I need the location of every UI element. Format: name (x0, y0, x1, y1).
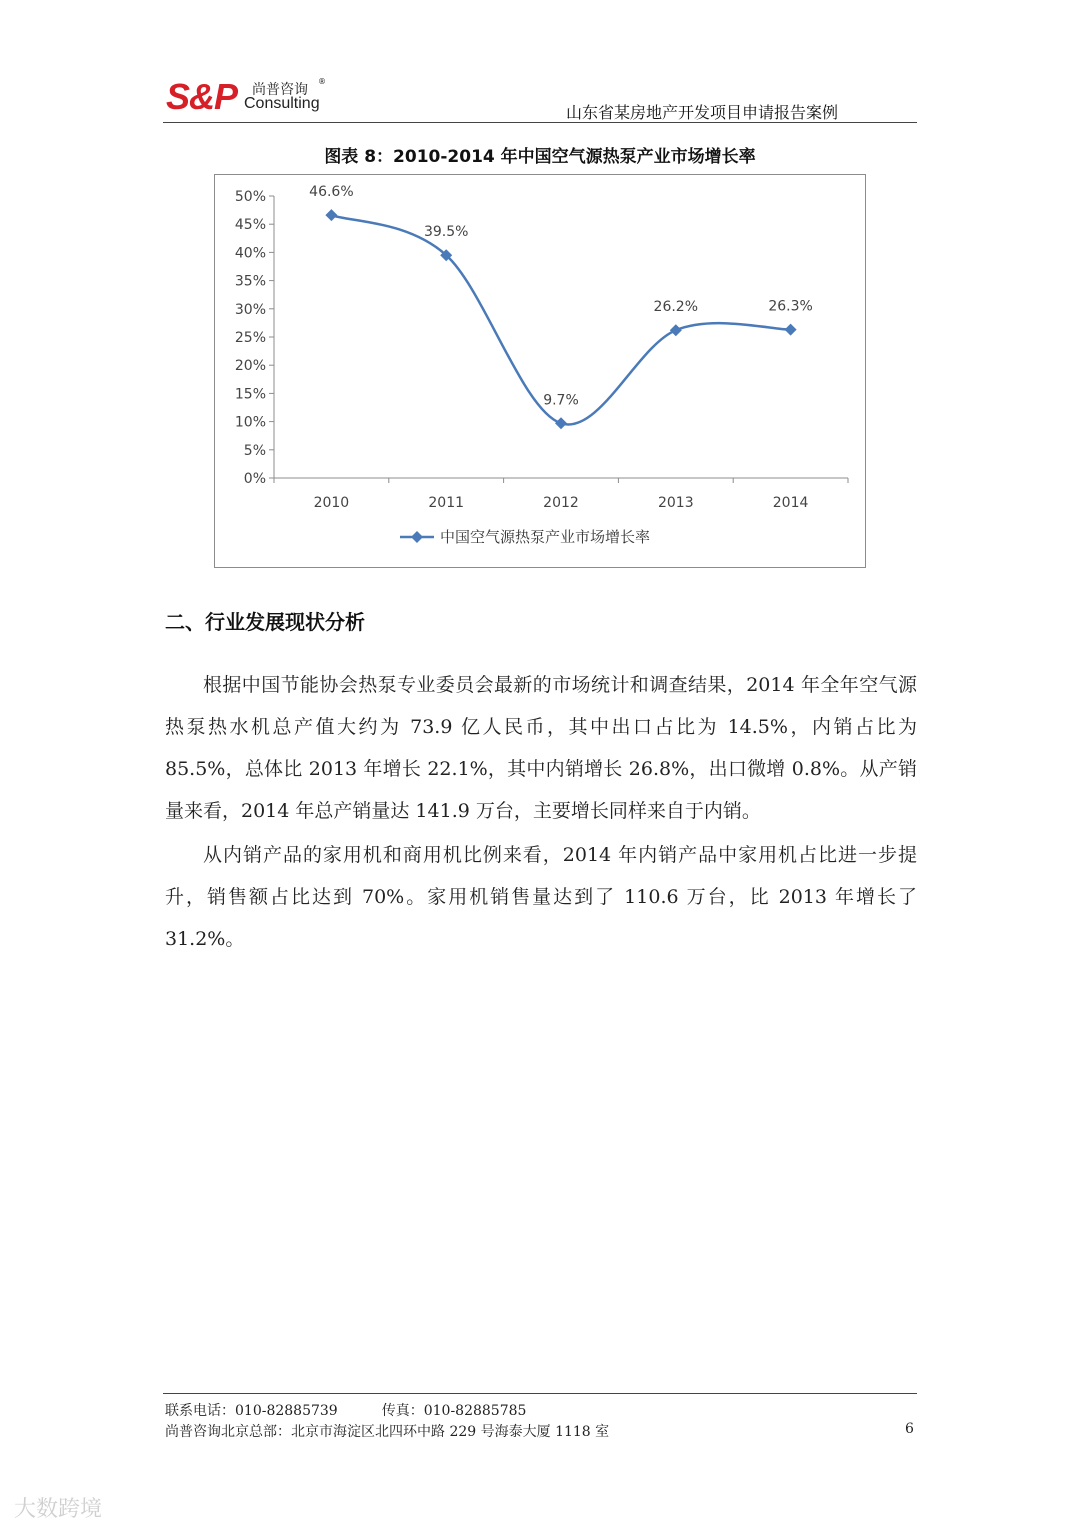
y-tick-label: 20% (234, 358, 266, 375)
y-tick-label: 30% (234, 301, 266, 318)
y-tick-label: 35% (234, 273, 266, 290)
footer-address: 尚普咨询北京总部：北京市海淀区北四环中路 229 号海泰大厦 1118 室 (165, 1424, 610, 1440)
footer-phone: 联系电话：010-82885739 (165, 1403, 338, 1419)
y-tick-label: 10% (234, 414, 266, 431)
y-tick-label: 40% (234, 245, 266, 262)
y-tick-label: 0% (243, 471, 266, 487)
legend-label: 中国空气源热泵产业市场增长率 (440, 528, 651, 546)
growth-rate-chart (214, 174, 866, 568)
paragraph-2: 从内销产品的家用机和商用机比例来看，2014 年内销产品中家用机占比进一步提升，销售额占比达到 70%。家用机销售量达到了 110.6 万台，比 2013 年增长了 31.2%。 (165, 844, 917, 950)
x-tick-label: 2011 (428, 495, 465, 511)
footer-divider (163, 1393, 917, 1394)
y-tick-label: 5% (243, 442, 266, 459)
data-label: 39.5% (423, 224, 469, 241)
data-label: 9.7% (543, 392, 579, 409)
watermark: 大数跨境 (14, 1497, 103, 1522)
header-divider (163, 122, 917, 123)
y-tick-label: 50% (234, 189, 266, 205)
y-tick-label: 25% (234, 330, 266, 346)
page-number: 6 (905, 1421, 914, 1437)
x-tick-label: 2010 (313, 495, 350, 511)
data-label: 46.6% (309, 184, 354, 201)
x-tick-label: 2012 (543, 495, 579, 511)
chart-svg (214, 174, 866, 568)
data-label: 26.3% (768, 298, 813, 315)
paragraph-1: 根据中国节能协会热泵专业委员会最新的市场统计和调查结果，2014 年全年空气源热泵热水机总产值大约为 73.9 亿人民币，其中出口占比为 14.5%，内销占比为 85.5%，总体比 2013 年增长 22.1%，其中内销增长 26.8%，出口微增 0.8%。从产销量来看，2014 年总产销量达 141.9 万台，主要增长同样来自于内销。 (165, 674, 917, 822)
y-tick-label: 15% (234, 386, 266, 403)
y-tick-label: 45% (234, 217, 266, 234)
footer-fax: 传真：010-82885785 (381, 1403, 527, 1419)
x-tick-label: 2013 (657, 495, 694, 511)
logo-chinese-name: 尚普咨询 (252, 82, 308, 98)
logo-english-name: Consulting (244, 95, 320, 112)
document-title: 山东省某房地产开发项目申请报告案例 (566, 103, 839, 122)
figure-caption: 图表 8：2010-2014 年中国空气源热泵产业市场增长率 (324, 147, 756, 167)
footer-contact (165, 1400, 526, 1420)
registered-mark: ® (318, 77, 326, 86)
section-heading: 二、行业发展现状分析 (165, 610, 365, 634)
data-label: 26.2% (653, 299, 699, 316)
x-tick-label: 2014 (772, 495, 809, 511)
logo-sp: S&P (166, 76, 238, 117)
chart-frame (215, 175, 866, 568)
